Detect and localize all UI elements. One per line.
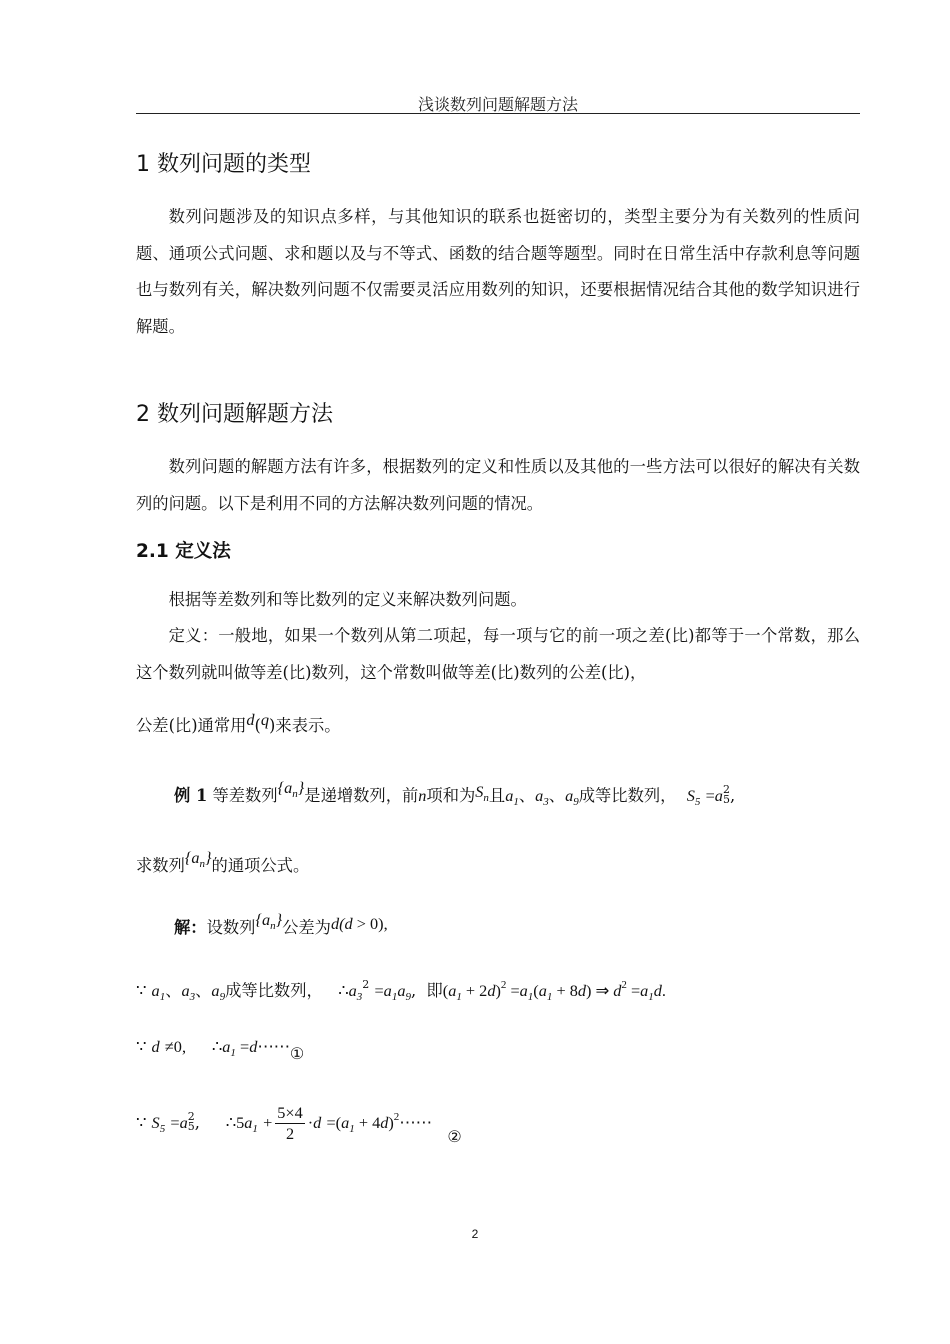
definition-paragraph: 定义：一般地，如果一个数列从第二项起，每一项与它的前一项之差(比)都等于一个常数，那么这个数列就叫做等差(比)数列，这个常数叫做等差(比)数列的公差(比)， <box>136 626 860 682</box>
solution-line-1: 解：设数列$\{a_n\}$公差为d(d > 0), <box>174 910 388 937</box>
definition-tail: 公差(比)通常用d(q)来表示。 <box>136 710 341 735</box>
equation-mark-2: ② <box>447 1127 462 1146</box>
section-1-heading: 1 数列问题的类型 <box>136 152 311 177</box>
definition-tail-b: 来表示。 <box>275 716 341 735</box>
header-rule <box>136 113 860 114</box>
solution-line-2: ∵ $a_1$、$a_3$、$a_9$成等比数列， $\therefore a_3^2 =a_1a_9$, 即$(a_1 + 2d)^2 =a_1(a_1 + 8d)$ ⇒ $d^2 =a_1d$. <box>136 978 666 1003</box>
formula-d-q: d <box>246 710 255 729</box>
section-2-heading: 2 数列问题解题方法 <box>136 402 333 427</box>
solution-line-4: ∵ $S_5 =a$ 2 5 , $\therefore 5a_1$ + $\frac{5\times 4}{2}$ $\cdot d =(a_1$ + $4d)^2\cdots\cdots$ ② <box>136 1103 462 1146</box>
section-1-paragraph: 数列问题涉及的知识点多样，与其他知识的联系也挺密切的，类型主要分为有关数列的性质问题、通项公式问题、求和题以及与不等式、函数的结合题等题型。同时在日常生活中存款利息等问题也与数列有关，解决数列问题不仅需要灵活应用数列的知识，还要根据情况结合其他的数学知识进行解题。 <box>136 207 860 336</box>
section-2-paragraph: 数列问题的解题方法有许多，根据数列的定义和性质以及其他的一些方法可以很好的解决有关数列的问题。以下是利用不同的方法解决数列问题的情况。 <box>136 457 860 513</box>
fraction-5x4-over-2: $\frac{5\times 4}{2}$ <box>277 1103 303 1143</box>
solution-line-3: ∵ d ≠0, $\therefore a_1$ =d⋯⋯① <box>136 1037 305 1063</box>
page-number: 2 <box>471 1227 479 1241</box>
equation-mark-1: ① <box>289 1044 305 1063</box>
example-1-label: 例 1 <box>174 786 208 805</box>
example-1-line-2: 求数列$\{a_n\}$的通项公式。 <box>136 848 310 875</box>
section-2-1-heading: 2.1 定义法 <box>136 541 231 562</box>
section-2-1-intro: 根据等差数列和等比数列的定义来解决数列问题。 <box>168 590 527 609</box>
example-1-line-1: 例 1 等差数列$\{a_n\}$是递增数列，前n项和为$S_n$且$a_1$、$a_3$、$a_9$成等比数列， $S_5 =a$ 2 5 , <box>174 778 736 808</box>
solution-label: 解： <box>174 918 207 937</box>
definition-tail-a: 公差(比)通常用 <box>136 716 247 735</box>
page-header-title: 浅谈数列问题解题方法 <box>417 95 578 114</box>
